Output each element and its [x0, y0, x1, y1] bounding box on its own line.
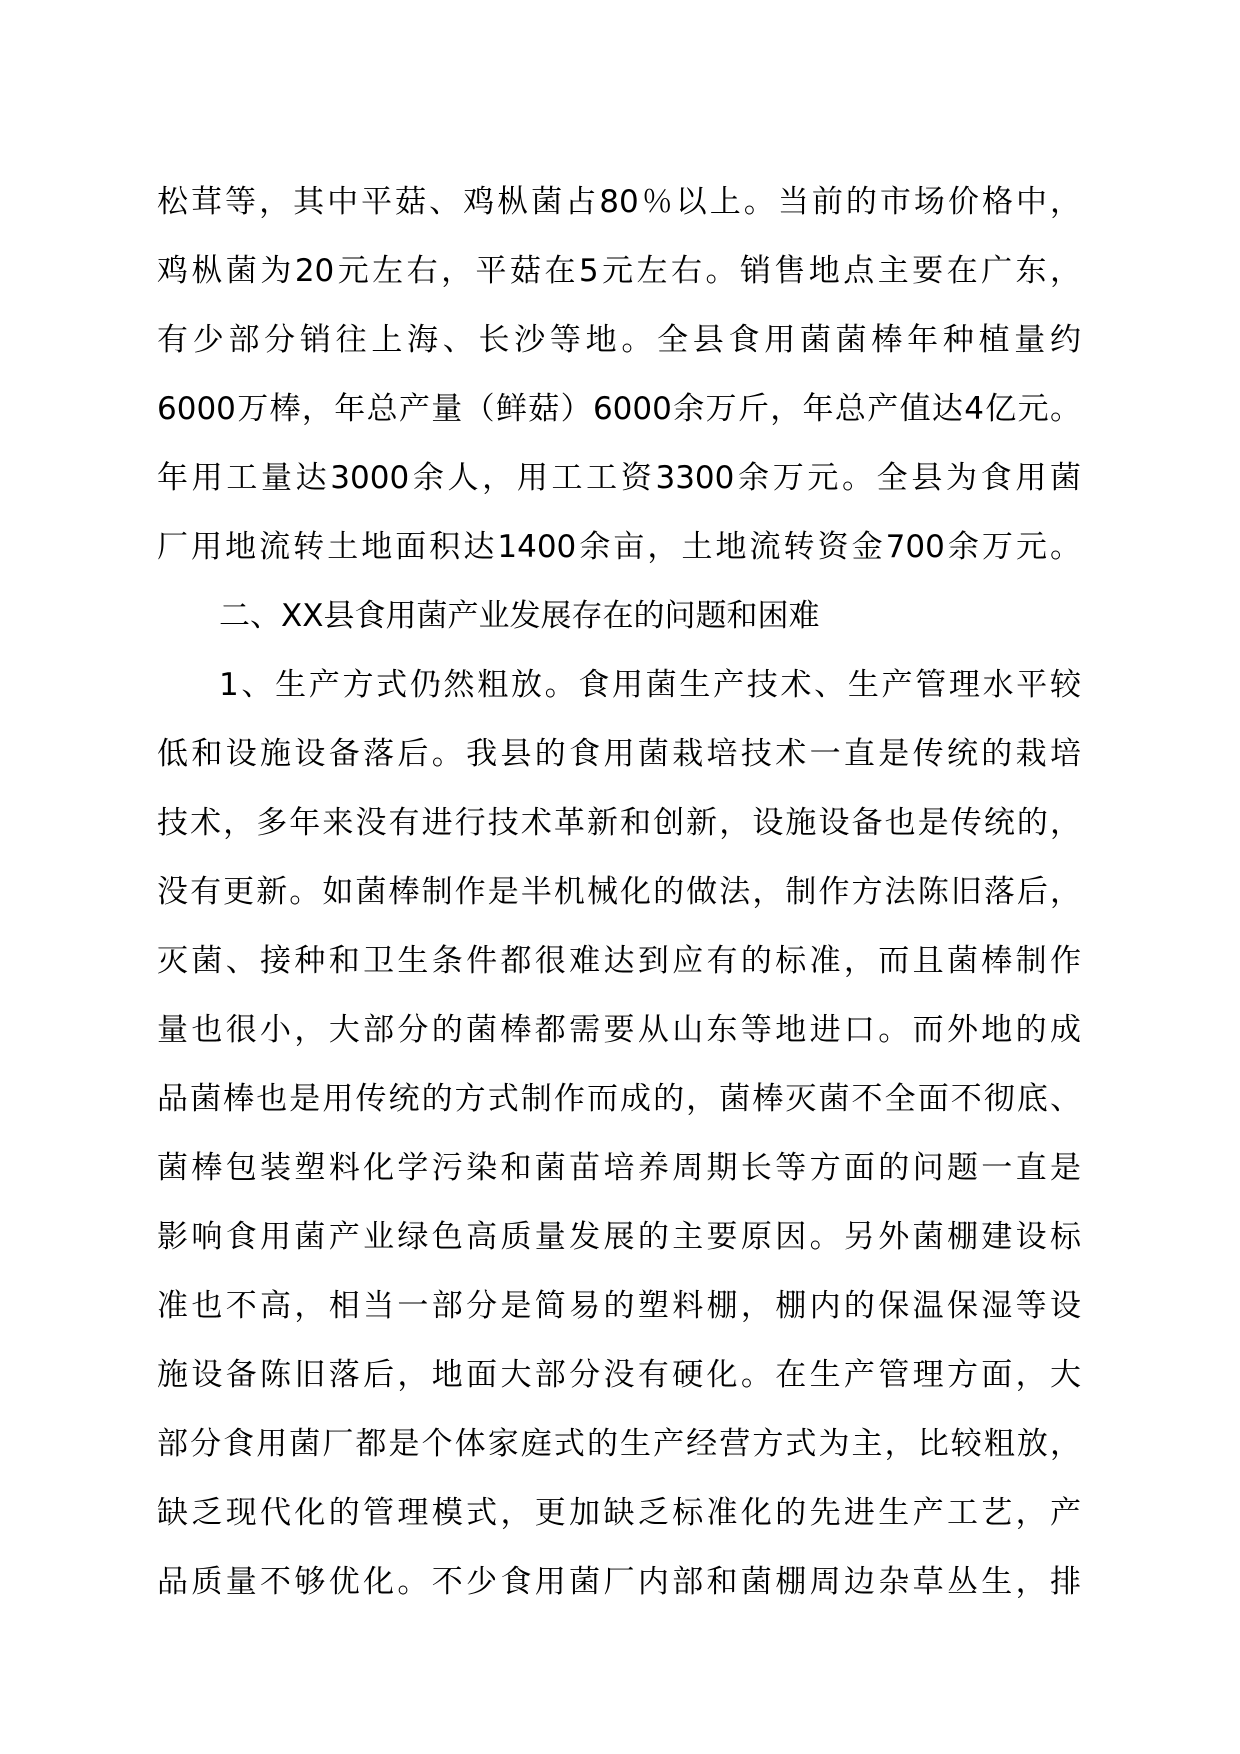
text-line: 品菌棒也是用传统的方式制作而成的，菌棒灭菌不全面不彻底、	[157, 1081, 1081, 1117]
section-heading: 二、XX县食用菌产业发展存在的问题和困难	[219, 598, 820, 634]
text-line: 技术，多年来没有进行技术革新和创新，设施设备也是传统的，	[157, 805, 1081, 841]
text-line: 施设备陈旧落后，地面大部分没有硬化。在生产管理方面，大	[157, 1357, 1081, 1393]
text-line: 准也不高，相当一部分是简易的塑料棚，棚内的保温保湿等设	[157, 1288, 1081, 1324]
text-line: 低和设施设备落后。我县的食用菌栽培技术一直是传统的栽培	[157, 736, 1081, 772]
text-line: 灭菌、接种和卫生条件都很难达到应有的标准，而且菌棒制作	[157, 943, 1081, 979]
text-line: 没有更新。如菌棒制作是半机械化的做法，制作方法陈旧落后，	[157, 874, 1081, 910]
text-line: 品质量不够优化。不少食用菌厂内部和菌棚周边杂草丛生，排	[157, 1564, 1081, 1600]
text-line: 松茸等，其中平菇、鸡枞菌占80％以上。当前的市场价格中，	[157, 184, 1081, 220]
text-line: 缺乏现代化的管理模式，更加缺乏标准化的先进生产工艺，产	[157, 1495, 1081, 1531]
text-line: 部分食用菌厂都是个体家庭式的生产经营方式为主，比较粗放，	[157, 1426, 1081, 1462]
text-line: 6000万棒，年总产量（鲜菇）6000余万斤，年总产值达4亿元。	[157, 391, 1081, 427]
text-line: 年用工量达3000余人，用工工资3300余万元。全县为食用菌	[157, 460, 1081, 496]
text-line: 有少部分销往上海、长沙等地。全县食用菌菌棒年种植量约	[157, 322, 1081, 358]
text-line: 影响食用菌产业绿色高质量发展的主要原因。另外菌棚建设标	[157, 1219, 1081, 1255]
text-line: 1、生产方式仍然粗放。食用菌生产技术、生产管理水平较	[219, 667, 1081, 703]
text-line: 厂用地流转土地面积达1400余亩，土地流转资金700余万元。	[157, 529, 1081, 565]
text-line: 菌棒包装塑料化学污染和菌苗培养周期长等方面的问题一直是	[157, 1150, 1081, 1186]
text-line: 鸡枞菌为20元左右，平菇在5元左右。销售地点主要在广东，	[157, 253, 1081, 289]
text-line: 量也很小，大部分的菌棒都需要从山东等地进口。而外地的成	[157, 1012, 1081, 1048]
